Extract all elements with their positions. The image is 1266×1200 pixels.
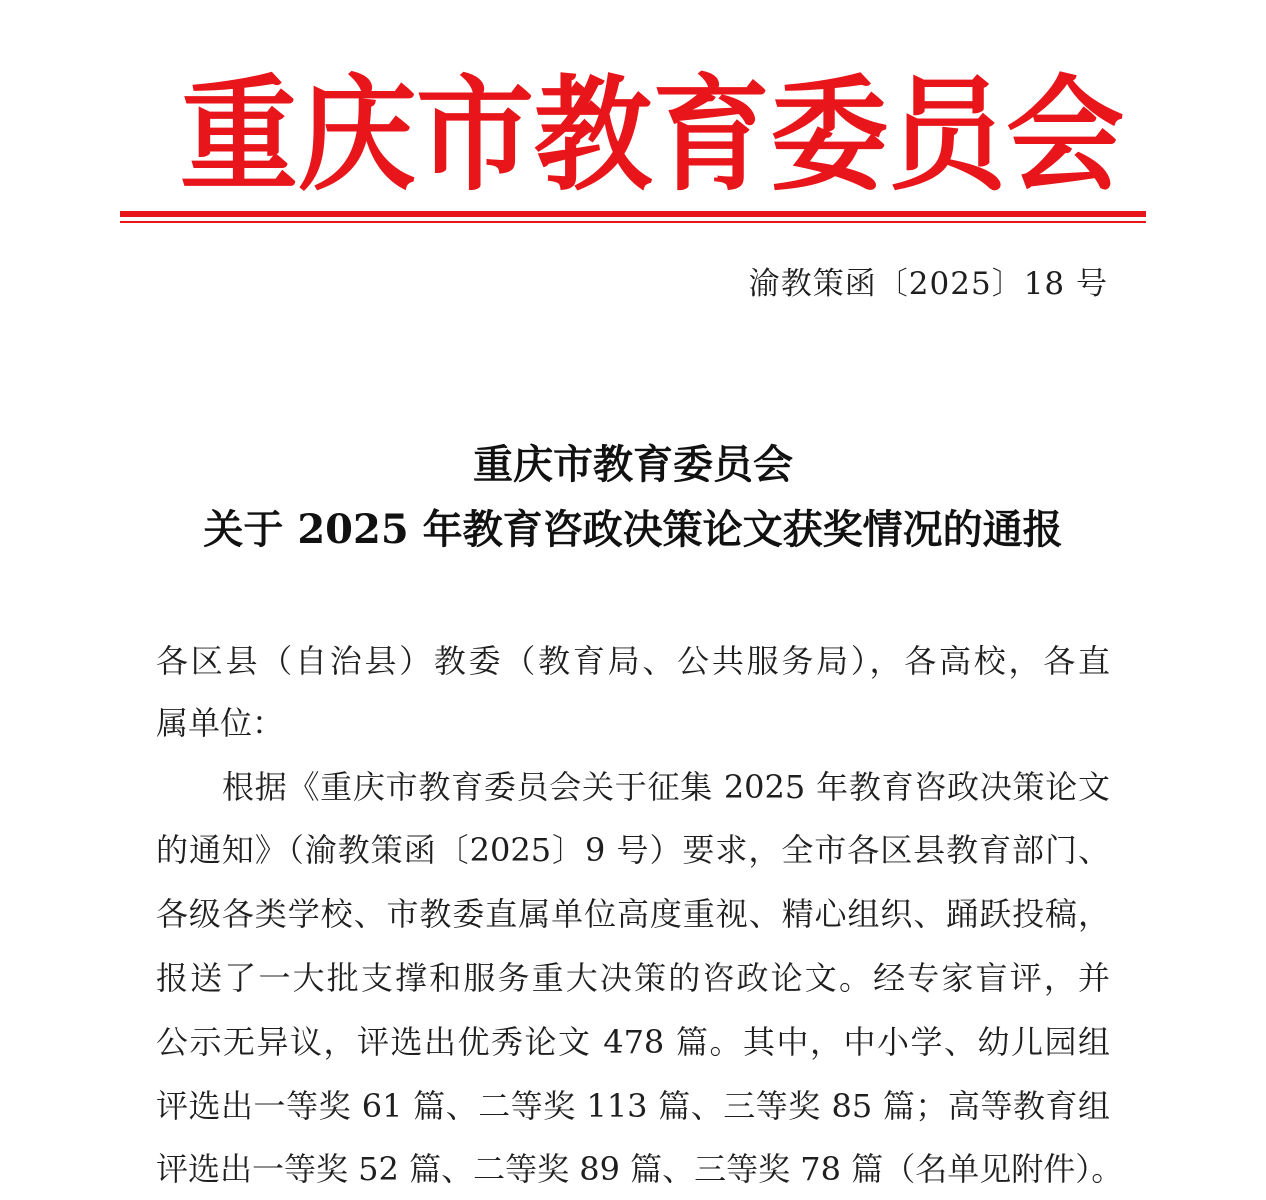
masthead-char: 员 (888, 62, 1007, 208)
body-line: 公示无异议，评选出优秀论文 478 篇。其中，中小学、幼儿园组 (156, 1023, 1110, 1061)
masthead-char: 市 (416, 62, 535, 208)
masthead-char: 庆 (298, 62, 417, 208)
body-line: 的通知》（渝教策函〔2025〕9 号）要求，全市各区县教育部门、 (156, 831, 1110, 869)
red-divider-thin (120, 221, 1146, 223)
masthead-char: 教 (534, 62, 653, 208)
body-line: 评选出一等奖 61 篇、二等奖 113 篇、三等奖 85 篇；高等教育组 (156, 1087, 1110, 1125)
body-line: 属单位： (156, 704, 285, 742)
masthead-char: 育 (652, 62, 771, 208)
body-line: 根据《重庆市教育委员会关于征集 2025 年教育咨政决策论文 (222, 768, 1110, 806)
red-divider-thick (120, 211, 1146, 217)
document-number: 渝教策函〔2025〕18 号 (748, 266, 1108, 302)
body-line: 评选出一等奖 52 篇、二等奖 89 篇、三等奖 78 篇（名单见附件）。 (156, 1150, 1124, 1188)
masthead-char: 会 (1006, 62, 1125, 208)
document-title-line-2: 关于 2025 年教育咨政决策论文获奖情况的通报 (203, 506, 1063, 553)
body-line: 报送了一大批支撑和服务重大决策的咨政论文。经专家盲评，并 (156, 959, 1110, 997)
document-title-line-1: 重庆市教育委员会 (473, 441, 793, 488)
masthead-char: 委 (770, 62, 889, 208)
body-line: 各区县（自治县）教委（教育局、公共服务局），各高校，各直 (156, 642, 1110, 680)
body-line: 各级各类学校、市教委直属单位高度重视、精心组织、踊跃投稿， (156, 895, 1110, 933)
masthead-char: 重 (180, 62, 299, 208)
masthead (120, 62, 1146, 208)
